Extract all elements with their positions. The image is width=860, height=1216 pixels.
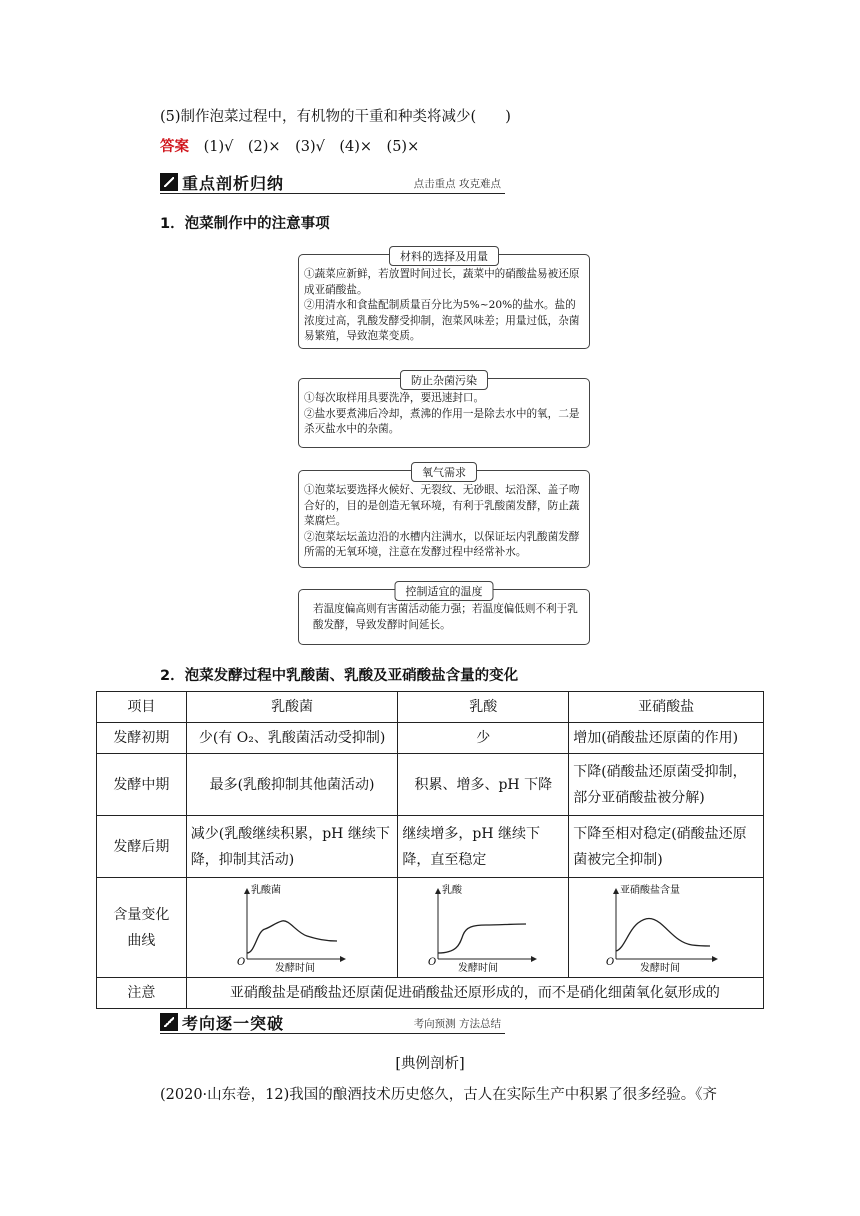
section-marker-icon <box>160 173 178 191</box>
table-cell: 下降至相对稳定(硝酸盐还原菌被完全抑制) <box>569 816 764 878</box>
table-cell: 少(有 O₂、乳酸菌活动受抑制) <box>186 723 398 754</box>
section-marker-icon <box>160 1013 178 1031</box>
x-label: 发酵时间 <box>640 962 681 973</box>
box-temperature <box>298 585 590 645</box>
curve-nitrite <box>596 883 736 973</box>
curve-lactobacillus <box>227 883 357 973</box>
x-label: 发酵时间 <box>458 962 499 973</box>
box-caption: 防止杂菌污染 <box>400 370 488 390</box>
section-subtitle: 点击重点 攻克难点 <box>413 178 501 190</box>
origin-label: O <box>428 956 437 968</box>
header-cell: 项目 <box>97 692 187 723</box>
origin-label: O <box>237 956 246 968</box>
header-cell: 乳酸菌 <box>186 692 398 723</box>
example-text: (2020·山东卷，12)我国的酿酒技术历史悠久，古人在实际生产中积累了很多经验。《齐 <box>160 1087 718 1103</box>
table-cell: 继续增多，pH 继续下降，直至稳定 <box>398 816 569 878</box>
section-title: 重点剖析归纳 <box>182 174 285 193</box>
curve-cell <box>398 878 569 978</box>
heading-content-change: 2．泡菜发酵过程中乳酸菌、乳酸及亚硝酸盐含量的变化 <box>160 668 519 684</box>
box-line: ②泡菜坛坛盖边沿的水槽内注满水，以保证坛内乳酸菌发酵所需的无氧环境，注意在发酵过程中经常补水。 <box>304 530 580 558</box>
table-row <box>97 816 764 878</box>
table-cell: 少 <box>398 723 569 754</box>
heading-precautions: 1．泡菜制作中的注意事项 <box>160 216 330 232</box>
origin-label: O <box>606 956 615 968</box>
curve-line <box>616 918 710 951</box>
box-oxygen-demand <box>298 466 590 568</box>
question-5: (5)制作泡菜过程中，有机物的干重和种类将减少( ) <box>160 109 511 125</box>
x-axis-arrow <box>531 956 537 962</box>
y-axis-arrow <box>613 888 619 894</box>
table-cell: 发酵中期 <box>97 754 187 816</box>
table-row <box>97 754 764 816</box>
section-header-exam-breakthrough <box>160 1011 505 1034</box>
example-heading: [典例剖析] <box>395 1056 465 1072</box>
box-material-selection <box>298 250 590 349</box>
box-prevent-contamination <box>298 374 590 448</box>
table-cell: 积累、增多、pH 下降 <box>398 754 569 816</box>
box-line: ①每次取样用具要洗净，要迅速封口。 <box>304 392 485 404</box>
x-axis-arrow <box>712 956 718 962</box>
table-row-curves <box>97 878 764 978</box>
box-line: 若温度偏高则有害菌活动能力强；若温度偏低则不利于乳酸发酵，导致发酵时间延长。 <box>313 603 578 631</box>
table-header-row <box>97 692 764 723</box>
x-axis-arrow <box>340 956 346 962</box>
table-row <box>97 723 764 754</box>
table-cell: 下降(硝酸盐还原菌受抑制，部分亚硝酸盐被分解) <box>569 754 764 816</box>
header-cell: 亚硝酸盐 <box>569 692 764 723</box>
box-line: ①蔬菜应新鲜，若放置时间过长，蔬菜中的硝酸盐易被还原成亚硝酸盐。 <box>304 268 580 296</box>
note-cell: 亚硝酸盐是硝酸盐还原菌促进硝酸盐还原形成的，而不是硝化细菌氧化氨形成的 <box>186 978 763 1009</box>
box-content <box>299 471 589 565</box>
y-label: 乳酸菌 <box>251 884 282 896</box>
table-cell: 含量变化曲线 <box>97 878 187 978</box>
y-axis-arrow <box>244 888 250 894</box>
box-caption: 氧气需求 <box>411 462 477 482</box>
answer-line <box>160 135 419 156</box>
table-cell: 最多(乳酸抑制其他菌活动) <box>186 754 398 816</box>
header-cell: 乳酸 <box>398 692 569 723</box>
box-line: ②用清水和食盐配制质量百分比为5%~20%的盐水。盐的浓度过高，乳酸发酵受抑制，泡菜风味差；用量过低，杂菌易繁殖，导致泡菜变质。 <box>304 299 580 342</box>
table-cell: 减少(乳酸继续积累，pH 继续下降，抑制其活动) <box>186 816 398 878</box>
box-line: ①泡菜坛要选择火候好、无裂纹、无砂眼、坛沿深、盖子吻合好的，目的是创造无氧环境，有利于乳酸菌发酵，防止蔬菜腐烂。 <box>304 484 580 527</box>
box-line: ②盐水要煮沸后冷却，煮沸的作用一是除去水中的氧，二是杀灭盐水中的杂菌。 <box>304 407 580 435</box>
x-label: 发酵时间 <box>275 962 316 973</box>
section-title: 考向逐一突破 <box>182 1014 285 1033</box>
box-content <box>299 255 589 349</box>
curve-lactic-acid <box>418 883 548 973</box>
curve-line <box>438 924 526 953</box>
y-label: 乳酸 <box>442 884 463 896</box>
y-label: 亚硝酸盐含量 <box>620 884 681 896</box>
curve-line <box>247 920 337 952</box>
answer-label: 答案 <box>160 139 189 155</box>
table-cell: 增加(硝酸盐还原菌的作用) <box>569 723 764 754</box>
table-cell: 注意 <box>97 978 187 1009</box>
answer-text: (1)√ (2)× (3)√ (4)× (5)× <box>203 139 420 155</box>
table-cell: 发酵后期 <box>97 816 187 878</box>
table-cell: 发酵初期 <box>97 723 187 754</box>
box-caption: 材料的选择及用量 <box>389 246 499 266</box>
section-header-key-points <box>160 171 505 194</box>
curve-cell <box>569 878 764 978</box>
table-row-note <box>97 978 764 1009</box>
y-axis-arrow <box>435 888 441 894</box>
section-subtitle: 考向预测 方法总结 <box>413 1018 501 1030</box>
curve-cell <box>186 878 398 978</box>
box-caption: 控制适宜的温度 <box>395 581 494 601</box>
fermentation-table <box>96 691 764 1009</box>
